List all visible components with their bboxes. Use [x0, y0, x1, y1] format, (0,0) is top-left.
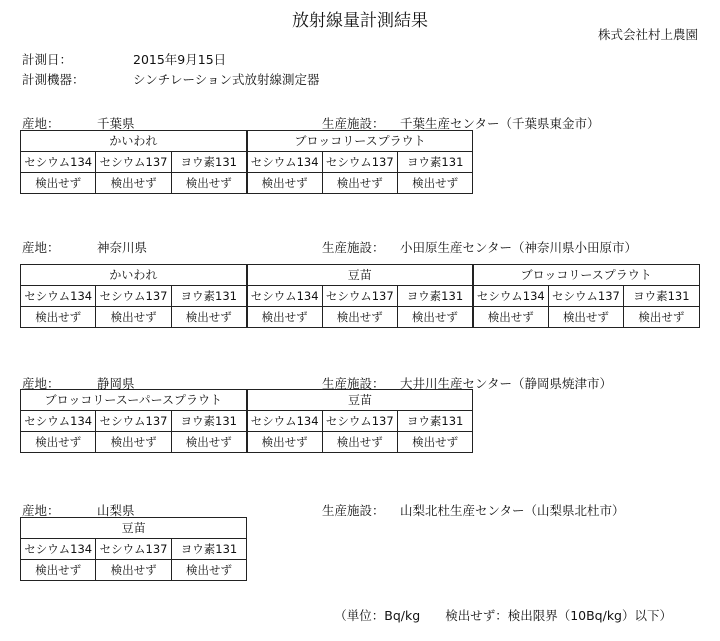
result-table — [20, 389, 473, 453]
device-label: 計測機器： — [22, 72, 85, 87]
nuclide-header: ヨウ素131 — [397, 411, 472, 432]
result-table — [20, 264, 700, 328]
nuclide-header: ヨウ素131 — [397, 286, 472, 307]
result-value: 検出せず — [21, 307, 96, 328]
nuclide-header: セシウム137 — [96, 286, 171, 307]
result-value: 検出せず — [322, 173, 397, 194]
page-title: 放射線量計測結果 — [292, 11, 428, 31]
result-value: 検出せず — [247, 432, 322, 453]
result-value: 検出せず — [322, 307, 397, 328]
table-row — [21, 265, 700, 286]
nuclide-header: セシウム134 — [21, 152, 96, 173]
nuclide-header: セシウム137 — [96, 411, 171, 432]
result-value: 検出せず — [171, 432, 246, 453]
table-row — [21, 286, 700, 307]
origin-value: 神奈川県 — [97, 240, 148, 255]
nuclide-header: セシウム137 — [322, 411, 397, 432]
result-value: 検出せず — [96, 173, 171, 194]
product-name: ブロッコリースプラウト — [247, 131, 473, 152]
result-value: 検出せず — [171, 307, 246, 328]
origin-label: 産地： — [22, 116, 60, 131]
date-value: 2015年9月15日 — [133, 52, 227, 67]
table-row — [21, 518, 247, 539]
result-table — [20, 130, 473, 194]
result-value: 検出せず — [247, 307, 322, 328]
origin-label: 産地： — [22, 376, 60, 391]
footnote: （単位：Bq/kg 検出せず：検出限界（10Bq/kg）以下） — [334, 608, 672, 623]
result-value: 検出せず — [96, 432, 171, 453]
origin-label: 産地： — [22, 503, 60, 518]
nuclide-header: セシウム134 — [473, 286, 548, 307]
table-row — [21, 411, 473, 432]
product-name: かいわれ — [21, 265, 247, 286]
table-row — [21, 152, 473, 173]
date-label: 計測日： — [22, 52, 73, 67]
table-row — [21, 432, 473, 453]
result-value: 検出せず — [397, 307, 472, 328]
facility-value: 山梨北杜生産センター（山梨県北杜市） — [400, 503, 625, 518]
facility-label: 生産施設： — [322, 240, 385, 255]
facility-value: 小田原生産センター（神奈川県小田原市） — [400, 240, 638, 255]
result-value: 検出せず — [21, 432, 96, 453]
facility-value: 千葉生産センター（千葉県東金市） — [400, 116, 600, 131]
nuclide-header: セシウム137 — [548, 286, 623, 307]
origin-label: 産地： — [22, 240, 60, 255]
result-table — [20, 517, 247, 581]
product-name: 豆苗 — [247, 265, 473, 286]
nuclide-header: ヨウ素131 — [171, 539, 246, 560]
table-row — [21, 560, 247, 581]
nuclide-header: セシウム134 — [21, 411, 96, 432]
facility-label: 生産施設： — [322, 503, 385, 518]
nuclide-header: セシウム134 — [247, 152, 322, 173]
result-value: 検出せず — [171, 560, 246, 581]
nuclide-header: セシウム137 — [96, 152, 171, 173]
nuclide-header: セシウム134 — [247, 411, 322, 432]
result-value: 検出せず — [397, 432, 472, 453]
device-value: シンチレーション式放射線測定器 — [133, 72, 320, 87]
facility-value: 大井川生産センター（静岡県焼津市） — [400, 376, 613, 391]
result-value: 検出せず — [322, 432, 397, 453]
nuclide-header: セシウム134 — [21, 286, 96, 307]
product-name: ブロッコリースーパースプラウト — [21, 390, 247, 411]
result-value: 検出せず — [21, 173, 96, 194]
result-value: 検出せず — [96, 560, 171, 581]
facility-label: 生産施設： — [322, 376, 385, 391]
nuclide-header: セシウム137 — [322, 152, 397, 173]
table-row — [21, 307, 700, 328]
product-name: かいわれ — [21, 131, 247, 152]
nuclide-header: ヨウ素131 — [397, 152, 472, 173]
result-value: 検出せず — [247, 173, 322, 194]
nuclide-header: セシウム134 — [21, 539, 96, 560]
table-row — [21, 539, 247, 560]
table-row — [21, 131, 473, 152]
result-value: 検出せず — [171, 173, 246, 194]
result-value: 検出せず — [548, 307, 623, 328]
facility-label: 生産施設： — [322, 116, 385, 131]
origin-value: 山梨県 — [97, 503, 135, 518]
product-name: 豆苗 — [247, 390, 473, 411]
nuclide-header: ヨウ素131 — [624, 286, 699, 307]
result-value: 検出せず — [96, 307, 171, 328]
nuclide-header: セシウム137 — [96, 539, 171, 560]
table-row — [21, 390, 473, 411]
result-value: 検出せず — [397, 173, 472, 194]
product-name: ブロッコリースプラウト — [473, 265, 699, 286]
product-name: 豆苗 — [21, 518, 247, 539]
nuclide-header: ヨウ素131 — [171, 411, 246, 432]
table-row — [21, 173, 473, 194]
result-value: 検出せず — [624, 307, 699, 328]
origin-value: 静岡県 — [97, 376, 135, 391]
origin-value: 千葉県 — [97, 116, 135, 131]
result-value: 検出せず — [21, 560, 96, 581]
nuclide-header: セシウム137 — [322, 286, 397, 307]
nuclide-header: ヨウ素131 — [171, 152, 246, 173]
result-value: 検出せず — [473, 307, 548, 328]
company-name: 株式会社村上農園 — [597, 27, 698, 42]
nuclide-header: セシウム134 — [247, 286, 322, 307]
nuclide-header: ヨウ素131 — [171, 286, 246, 307]
